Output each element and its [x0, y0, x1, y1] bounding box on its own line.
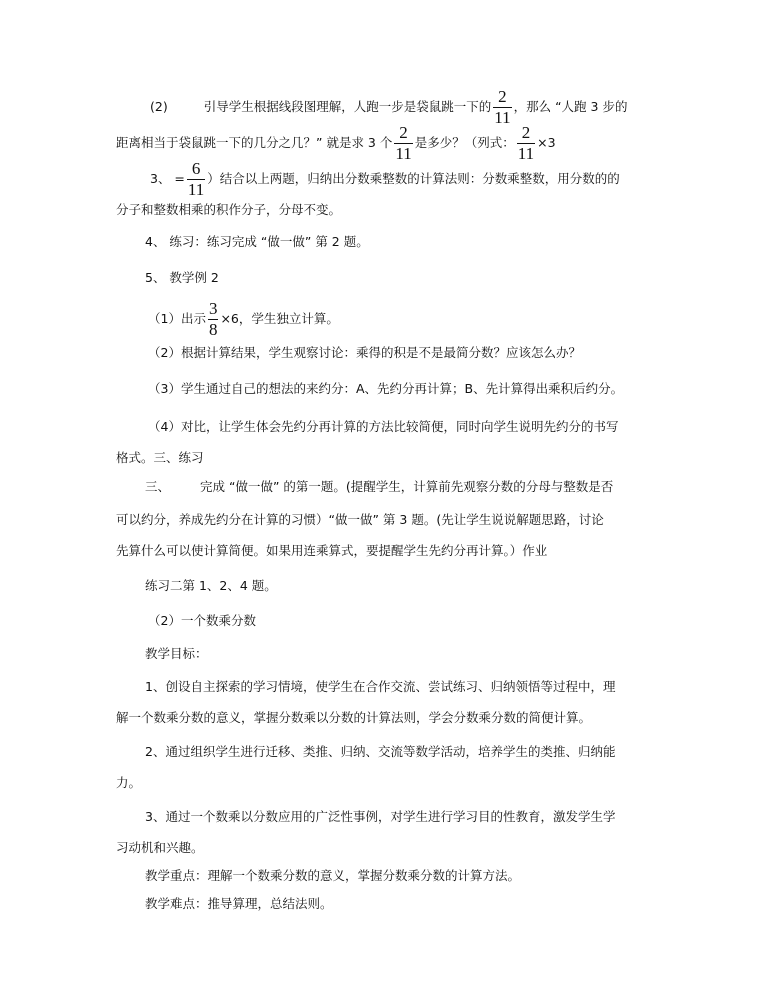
item-label: 三、 — [145, 479, 171, 494]
paragraph-line: 教学难点：推导算理，总结法则。 — [145, 896, 333, 911]
paragraph-line — [148, 300, 339, 339]
paragraph-line: （3）学生通过自己的想法的来约分：A、先约分再计算；B、先计算得出乘积后约分。 — [148, 381, 624, 396]
section-heading: （2）一个数乘分数 — [148, 613, 256, 628]
paragraph-line: 格式。三、练习 — [116, 450, 204, 465]
fraction-numerator: 2 — [394, 124, 412, 144]
paragraph-line — [145, 481, 613, 494]
fraction-numerator: 2 — [493, 88, 511, 108]
text-run: ×6，学生独立计算。 — [220, 310, 339, 326]
fraction-numerator: 6 — [187, 160, 205, 180]
fraction — [394, 124, 412, 163]
paragraph-line: 5、 教学例 2 — [145, 270, 219, 285]
paragraph-line: （4）对比，让学生体会先约分再计算的方法比较简便，同时向学生说明先约分的书写 — [148, 419, 619, 434]
paragraph-line: 3、通过一个数乘以分数应用的广泛性事例，对学生进行学习目的性教育，激发学生学 — [145, 809, 616, 824]
paragraph-line — [116, 124, 556, 163]
paragraph-line: 教学重点：理解一个数乘分数的意义，掌握分数乘分数的计算方法。 — [145, 868, 521, 883]
text-run: ，那么 “人跑 3 步的 — [513, 98, 628, 114]
fraction-denominator: 8 — [208, 319, 218, 339]
fraction — [187, 160, 205, 199]
text-run: （1）出示 — [148, 310, 206, 326]
paragraph-line: 先算什么可以使计算简便。如果用连乘算式，要提醒学生先约分再计算。）作业 — [116, 543, 548, 558]
paragraph-line: 1、创设自主探索的学习情境，使学生在合作交流、尝试练习、归纳领悟等过程中，理 — [145, 679, 616, 694]
paragraph-line: 习动机和兴趣。 — [116, 840, 204, 855]
text-run: 引导学生根据线段图理解，人跑一步是袋鼠跳一下的 — [203, 98, 492, 114]
fraction — [517, 124, 535, 163]
paragraph-line: 4、 练习：练习完成 “做一做” 第 2 题。 — [145, 234, 369, 249]
fraction-numerator: 2 — [517, 124, 535, 144]
text-run: 完成 “做一做” 的第一题。(提醒学生，计算前先观察分数的分母与整数是否 — [200, 479, 614, 494]
text-run: 距离相当于袋鼠跳一下的几分之几？” 就是求 3 个 — [116, 134, 393, 150]
fraction-numerator: 3 — [208, 299, 218, 318]
text-run: ×3 — [537, 134, 556, 150]
fraction-denominator: 11 — [187, 179, 205, 199]
item-label: (2) — [150, 98, 168, 114]
fraction-denominator: 11 — [494, 107, 511, 127]
text-run: ）结合以上两题，归纳出分数乘整数的计算法则：分数乘整数，用分数的的 — [207, 170, 620, 186]
paragraph-line: 分子和整数相乘的积作分子，分母不变。 — [116, 202, 342, 217]
fraction-denominator: 11 — [395, 143, 412, 163]
paragraph-line — [150, 88, 627, 127]
fraction — [493, 88, 511, 127]
paragraph-line: 解一个数乘分数的意义，掌握分数乘以分数的计算法则，学会分数乘分数的简便计算。 — [116, 710, 592, 725]
text-run: 3、 = — [150, 170, 185, 186]
paragraph-line: 力。 — [116, 775, 142, 790]
paragraph-line: 可以约分，养成先约分在计算的习惯）“做一做” 第 3 题。(先让学生说说解题思路，讨论 — [116, 512, 604, 527]
paragraph-line: 练习二第 1、2、4 题。 — [145, 578, 277, 593]
section-heading: 教学目标： — [145, 646, 208, 661]
fraction-denominator: 11 — [517, 143, 535, 163]
paragraph-line — [150, 160, 620, 199]
paragraph-line: （2）根据计算结果，学生观察讨论：乘得的积是不是最简分数？应该怎么办？ — [148, 345, 581, 360]
paragraph-line: 2、通过组织学生进行迁移、类推、归纳、交流等数学活动，培养学生的类推、归纳能 — [145, 744, 616, 759]
fraction — [208, 300, 219, 339]
text-run: 是多少？（列式： — [414, 134, 515, 150]
